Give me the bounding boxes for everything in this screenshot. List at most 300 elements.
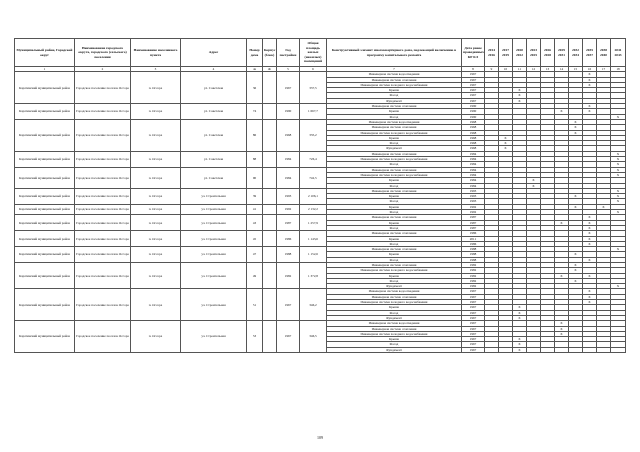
period-mark-cell: X <box>583 236 597 241</box>
house-number-cell: 49 <box>247 262 263 288</box>
prior-repair-date-cell: 1967 <box>462 82 485 87</box>
district-cell: Каратинский муниципальный район <box>15 188 75 204</box>
period-mark-cell: X <box>513 310 527 315</box>
element-cell: Фасад <box>327 183 462 188</box>
house-number-cell: 39 <box>247 188 263 204</box>
prior-repair-date-cell: 1968 <box>462 130 485 135</box>
locality-cell: п. Оссора <box>131 119 181 151</box>
prior-repair-date-cell: 1982 <box>462 284 485 289</box>
element-cell: Фундамент <box>327 315 462 320</box>
element-cell: Крыша <box>327 236 462 241</box>
locality-cell: п. Оссора <box>131 262 181 288</box>
period-mark-cell: X <box>583 82 597 87</box>
block-cell <box>263 104 277 120</box>
element-cell: Крыша <box>327 178 462 183</box>
house-number-cell: 86 <box>247 119 263 151</box>
district-cell: Каратинский муниципальный район <box>15 247 75 263</box>
column-number: 1 <box>15 67 75 72</box>
period-mark-cell: X <box>583 77 597 82</box>
period-mark-cell: X <box>513 342 527 347</box>
element-cell: Фасад <box>327 257 462 262</box>
period-mark-cell <box>611 347 626 352</box>
settlement-cell: Городское поселение поселок Оссора <box>75 167 131 188</box>
period-mark-cell <box>597 347 611 352</box>
header-row <box>15 39 626 67</box>
period-mark-cell <box>569 347 583 352</box>
area-cell: 346,5 <box>300 321 327 353</box>
street-cell: ул. Строительная <box>181 289 247 321</box>
settlement-cell: Городское поселение поселок Оссора <box>75 321 131 353</box>
period-mark-cell: X <box>611 247 626 252</box>
prior-repair-date-cell: 1984 <box>462 151 485 156</box>
element-cell: Инженерная система водоотведения <box>327 119 462 124</box>
period-mark-cell: X <box>583 289 597 294</box>
column-number: 17 <box>597 67 611 72</box>
settlement-cell: Городское поселение поселок Оссора <box>75 104 131 120</box>
column-number: 15 <box>569 67 583 72</box>
prior-repair-date-cell: 1968 <box>462 146 485 151</box>
column-header: 2023 2025 <box>527 39 541 67</box>
column-header: Общая площадь жилых (нежилых) помещений <box>300 39 327 67</box>
period-mark-cell: X <box>569 194 583 199</box>
column-number: 4 <box>181 67 247 72</box>
house-number-cell: 41 <box>247 204 263 215</box>
block-cell <box>263 289 277 321</box>
period-mark-cell: X <box>555 321 569 326</box>
prior-repair-date-cell: 1984 <box>462 178 485 183</box>
period-mark-cell: X <box>597 204 611 209</box>
house-number-cell: 47 <box>247 247 263 263</box>
area-cell: 1 143,6 <box>300 231 327 247</box>
street-cell: ул. Советская <box>181 167 247 188</box>
period-mark-cell: X <box>611 151 626 156</box>
period-mark-cell: X <box>611 199 626 204</box>
block-cell <box>263 231 277 247</box>
year-built-cell: 1984 <box>277 167 300 188</box>
prior-repair-date-cell: 1982 <box>462 273 485 278</box>
element-cell: Инженерная система холодного водоснабжения <box>327 82 462 87</box>
prior-repair-date-cell: 1988 <box>462 252 485 257</box>
element-cell: Крыша <box>327 109 462 114</box>
prior-repair-date-cell: 1967 <box>462 315 485 320</box>
locality-cell: п. Оссора <box>131 289 181 321</box>
column-header: 2029 2031 <box>555 39 569 67</box>
element-cell: Фундамент <box>327 347 462 352</box>
block-cell <box>263 151 277 167</box>
year-built-cell: 1984 <box>277 151 300 167</box>
column-header: 2014 2016 <box>485 39 499 67</box>
prior-repair-date-cell: 1967 <box>462 88 485 93</box>
street-cell: ул. Строительная <box>181 215 247 231</box>
column-header: 2038 2040 <box>597 39 611 67</box>
prior-repair-date-cell: 1993 <box>462 188 485 193</box>
column-header: 2020 2022 <box>513 39 527 67</box>
element-cell: Инженерная система отопления <box>327 104 462 109</box>
prior-repair-date-cell: 1967 <box>462 72 485 77</box>
period-mark-cell: X <box>569 262 583 267</box>
street-cell: ул. Строительная <box>181 262 247 288</box>
column-header: Год постройки <box>277 39 300 67</box>
element-cell: Инженерная система холодного водоснабжения <box>327 130 462 135</box>
prior-repair-date-cell: 1987 <box>462 215 485 220</box>
district-cell: Каратинский муниципальный район <box>15 231 75 247</box>
prior-repair-date-cell: 2011 <box>462 236 485 241</box>
period-mark-cell: X <box>611 284 626 289</box>
period-mark-cell: X <box>513 315 527 320</box>
street-cell: ул. Советская <box>181 119 247 151</box>
element-cell: Фасад <box>327 225 462 230</box>
period-mark-cell: X <box>583 104 597 109</box>
element-cell: Крыша <box>327 194 462 199</box>
element-cell: Крыша <box>327 337 462 342</box>
element-cell: Инженерная система отопления <box>327 262 462 267</box>
settlement-cell: Городское поселение поселок Оссора <box>75 247 131 263</box>
area-cell: 742,5 <box>300 167 327 188</box>
locality-cell: п. Оссора <box>131 104 181 120</box>
period-mark-cell: X <box>583 257 597 262</box>
prior-repair-date-cell: 1984 <box>462 157 485 162</box>
column-number: 2 <box>75 67 131 72</box>
period-mark-cell: X <box>583 273 597 278</box>
period-mark-cell: X <box>499 146 513 151</box>
area-cell: 337,5 <box>300 72 327 104</box>
element-cell: Фасад <box>327 114 462 119</box>
period-mark-cell: X <box>569 268 583 273</box>
prior-repair-date-cell: 1968 <box>462 119 485 124</box>
year-built-cell: 1988 <box>277 247 300 263</box>
period-mark-cell: X <box>583 225 597 230</box>
column-number: 14 <box>555 67 569 72</box>
locality-cell: п. Оссора <box>131 167 181 188</box>
prior-repair-date-cell: 1967 <box>462 321 485 326</box>
street-cell: ул. Строительная <box>181 188 247 204</box>
column-number: 18 <box>611 67 626 72</box>
period-mark-cell: X <box>499 141 513 146</box>
element-cell: Фасад <box>327 162 462 167</box>
prior-repair-date-cell: 1992 <box>462 204 485 209</box>
column-number: 4b <box>263 67 277 72</box>
street-cell: ул. Советская <box>181 72 247 104</box>
period-mark-cell: X <box>569 278 583 283</box>
year-built-cell: 1967 <box>277 321 300 353</box>
district-cell: Каратинский муниципальный район <box>15 167 75 188</box>
settlement-cell: Городское поселение поселок Оссора <box>75 215 131 231</box>
prior-repair-date-cell: 1987 <box>462 220 485 225</box>
district-cell: Каратинский муниципальный район <box>15 215 75 231</box>
element-cell: Инженерная система холодного водоснабжения <box>327 331 462 336</box>
district-cell: Каратинский муниципальный район <box>15 321 75 353</box>
period-mark-cell: X <box>513 98 527 103</box>
prior-repair-date-cell: 1984 <box>462 162 485 167</box>
district-cell: Каратинский муниципальный район <box>15 151 75 167</box>
period-mark-cell: X <box>513 305 527 310</box>
prior-repair-date-cell: 1988 <box>462 257 485 262</box>
street-cell: ул. Строительная <box>181 204 247 215</box>
period-mark-cell: X <box>555 273 569 278</box>
prior-repair-date-cell: 1967 <box>462 347 485 352</box>
house-number-cell: 36 <box>247 72 263 104</box>
period-mark-cell: X <box>569 125 583 130</box>
column-header: Наименование населенного пункта <box>131 39 181 67</box>
period-mark-cell: X <box>583 294 597 299</box>
period-mark-cell: X <box>611 210 626 215</box>
prior-repair-date-cell: 1967 <box>462 331 485 336</box>
column-number: 7 <box>327 67 462 72</box>
period-mark-cell: X <box>611 157 626 162</box>
period-mark-cell <box>583 347 597 352</box>
column-number: 16 <box>583 67 597 72</box>
column-header: Номер дома <box>247 39 263 67</box>
column-number: 13 <box>541 67 555 72</box>
prior-repair-date-cell: 1992 <box>462 210 485 215</box>
period-mark-cell <box>485 347 499 352</box>
period-mark-cell <box>527 347 541 352</box>
column-header: Дата ранее проведенных КР КЭ <box>462 39 485 67</box>
column-header: 2026 2028 <box>541 39 555 67</box>
street-cell: ул. Строительная <box>181 231 247 247</box>
period-mark-cell <box>499 347 513 352</box>
document-page <box>14 38 624 353</box>
block-cell <box>263 72 277 104</box>
table-body <box>15 72 626 353</box>
period-mark-cell: X <box>583 72 597 77</box>
column-header: Муниципальный район, Городской округ <box>15 39 75 67</box>
block-cell <box>263 188 277 204</box>
area-cell: 1 152,6 <box>300 247 327 263</box>
area-cell: 2 132,2 <box>300 204 327 215</box>
element-cell: Инженерная система холодного водоснабжения <box>327 172 462 177</box>
period-mark-cell: X <box>611 114 626 119</box>
element-cell: Инженерная система отопления <box>327 326 462 331</box>
column-number: 10 <box>499 67 513 72</box>
element-cell: Крыша <box>327 88 462 93</box>
block-cell <box>263 262 277 288</box>
district-cell: Каратинский муниципальный район <box>15 204 75 215</box>
street-cell: ул. Строительная <box>181 321 247 353</box>
prior-repair-date-cell: 1967 <box>462 326 485 331</box>
prior-repair-date-cell: 1993 <box>462 194 485 199</box>
house-number-cell: 51 <box>247 289 263 321</box>
prior-repair-date-cell: 1990 <box>462 114 485 119</box>
element-cell: Инженерная система отопления <box>327 231 462 236</box>
element-cell: Фасад <box>327 310 462 315</box>
year-built-cell: 1990 <box>277 104 300 120</box>
period-mark-cell: X <box>611 194 626 199</box>
period-mark-cell: X <box>583 109 597 114</box>
capital-repair-table <box>14 38 626 353</box>
year-built-cell: 1987 <box>277 215 300 231</box>
area-cell: 726,4 <box>300 151 327 167</box>
element-cell: Инженерная система отопления <box>327 151 462 156</box>
element-cell: Фундамент <box>327 146 462 151</box>
area-cell: 335,2 <box>300 119 327 151</box>
prior-repair-date-cell: 1984 <box>462 167 485 172</box>
prior-repair-date-cell: 1967 <box>462 300 485 305</box>
prior-repair-date-cell: 1967 <box>462 305 485 310</box>
column-header: 2017 2019 <box>499 39 513 67</box>
period-mark-cell: X <box>569 119 583 124</box>
element-cell: Инженерная система отопления <box>327 188 462 193</box>
column-number: 3 <box>131 67 181 72</box>
period-mark-cell: X <box>583 241 597 246</box>
prior-repair-date-cell: 1967 <box>462 310 485 315</box>
column-header: 2035 2037 <box>583 39 597 67</box>
element-cell: Инженерная система отопления <box>327 77 462 82</box>
block-cell <box>263 204 277 215</box>
column-number: 12 <box>527 67 541 72</box>
area-cell: 1 257,9 <box>300 215 327 231</box>
period-mark-cell <box>555 347 569 352</box>
element-cell: Фундамент <box>327 284 462 289</box>
settlement-cell: Городское поселение поселок Оссора <box>75 188 131 204</box>
prior-repair-date-cell: 1984 <box>462 172 485 177</box>
prior-repair-date-cell: 1968 <box>462 141 485 146</box>
street-cell: ул. Строительная <box>181 247 247 263</box>
locality-cell: п. Оссора <box>131 72 181 104</box>
period-mark-cell: X <box>527 178 541 183</box>
prior-repair-date-cell: 1967 <box>462 294 485 299</box>
period-mark-cell: X <box>513 347 527 352</box>
district-cell: Каратинский муниципальный район <box>15 262 75 288</box>
element-cell: Крыша <box>327 273 462 278</box>
year-built-cell: 1982 <box>277 262 300 288</box>
element-cell: Фасад <box>327 278 462 283</box>
house-number-cell: 45 <box>247 231 263 247</box>
district-cell: Каратинский муниципальный район <box>15 289 75 321</box>
settlement-cell: Городское поселение поселок Оссора <box>75 151 131 167</box>
prior-repair-date-cell: 1967 <box>462 337 485 342</box>
period-mark-cell: X <box>569 204 583 209</box>
period-mark-cell: X <box>611 162 626 167</box>
element-cell: Инженерная система холодного водоснабжения <box>327 300 462 305</box>
element-cell: Фундамент <box>327 98 462 103</box>
period-mark-cell <box>541 347 555 352</box>
locality-cell: п. Оссора <box>131 188 181 204</box>
column-header: Наименование городского округа, городского (сельского) поселения <box>75 39 131 67</box>
element-cell: Крыша <box>327 135 462 140</box>
element-cell: Инженерная система отопления <box>327 294 462 299</box>
prior-repair-date-cell: 1990 <box>462 109 485 114</box>
prior-repair-date-cell: 1990 <box>462 104 485 109</box>
prior-repair-date-cell: 1987 <box>462 225 485 230</box>
element-cell: Инженерная система отопления <box>327 167 462 172</box>
prior-repair-date-cell: 1967 <box>462 289 485 294</box>
prior-repair-date-cell: 1984 <box>462 183 485 188</box>
column-header: Адрес <box>181 39 247 67</box>
block-cell <box>263 215 277 231</box>
prior-repair-date-cell: 1967 <box>462 98 485 103</box>
page-number: 109 <box>317 435 323 440</box>
prior-repair-date-cell: 1993 <box>462 199 485 204</box>
year-built-cell: 1986 <box>277 231 300 247</box>
locality-cell: п. Оссора <box>131 247 181 263</box>
settlement-cell: Городское поселение поселок Оссора <box>75 119 131 151</box>
period-mark-cell: X <box>513 88 527 93</box>
period-mark-cell: X <box>569 252 583 257</box>
period-mark-cell: X <box>499 135 513 140</box>
column-header: 2041 2043 <box>611 39 626 67</box>
period-mark-cell: X <box>583 300 597 305</box>
period-mark-cell: X <box>513 93 527 98</box>
element-cell: Инженерная система водоотведения <box>327 289 462 294</box>
settlement-cell: Городское поселение поселок Оссора <box>75 262 131 288</box>
element-cell: Фасад <box>327 342 462 347</box>
column-number: 4a <box>247 67 263 72</box>
period-mark-cell: X <box>583 220 597 225</box>
house-number-cell: 43 <box>247 215 263 231</box>
column-header: 2032 2034 <box>569 39 583 67</box>
settlement-cell: Городское поселение поселок Оссора <box>75 204 131 215</box>
prior-repair-date-cell: 1967 <box>462 93 485 98</box>
prior-repair-date-cell: 1982 <box>462 278 485 283</box>
house-number-cell: 90 <box>247 167 263 188</box>
table-header <box>15 39 626 72</box>
element-cell: Инженерная система холодного водоснабжения <box>327 268 462 273</box>
locality-cell: п. Оссора <box>131 151 181 167</box>
element-cell: Фасад <box>327 241 462 246</box>
period-mark-cell: X <box>555 331 569 336</box>
street-cell: ул. Советская <box>181 104 247 120</box>
element-cell: Фасад <box>327 93 462 98</box>
prior-repair-date-cell: 1986 <box>462 241 485 246</box>
period-mark-cell: X <box>555 109 569 114</box>
year-built-cell: 1967 <box>277 72 300 104</box>
element-cell: Инженерная система водоотведения <box>327 72 462 77</box>
locality-cell: п. Оссора <box>131 231 181 247</box>
settlement-cell: Городское поселение поселок Оссора <box>75 289 131 321</box>
period-mark-cell: X <box>513 337 527 342</box>
column-number: 9 <box>485 67 499 72</box>
block-cell <box>263 247 277 263</box>
year-built-cell: 1993 <box>277 188 300 204</box>
area-cell: 2 106,1 <box>300 188 327 204</box>
column-number: 8 <box>462 67 485 72</box>
period-mark-cell: X <box>611 188 626 193</box>
area-cell: 346,2 <box>300 289 327 321</box>
prior-repair-date-cell: 1988 <box>462 247 485 252</box>
column-header: Конструктивный элемент многоквартирного дома, подлежащий включению в программу капитального ремонта <box>327 39 462 67</box>
period-mark-cell: X <box>583 231 597 236</box>
column-header: Корпус (блок) <box>263 39 277 67</box>
house-number-cell: 53 <box>247 321 263 353</box>
house-number-cell: 88 <box>247 151 263 167</box>
prior-repair-date-cell: 1967 <box>462 77 485 82</box>
column-number: 6 <box>300 67 327 72</box>
house-number-cell: 74 <box>247 104 263 120</box>
prior-repair-date-cell: 1986 <box>462 231 485 236</box>
locality-cell: п. Оссора <box>131 204 181 215</box>
area-cell: 1 372,8 <box>300 262 327 288</box>
locality-cell: п. Оссора <box>131 215 181 231</box>
column-number: 11 <box>513 67 527 72</box>
period-mark-cell: X <box>611 167 626 172</box>
element-cell: Крыша <box>327 220 462 225</box>
element-cell: Фасад <box>327 141 462 146</box>
district-cell: Каратинский муниципальный район <box>15 72 75 104</box>
area-cell: 1 667,7 <box>300 104 327 120</box>
year-built-cell: 1992 <box>277 204 300 215</box>
year-built-cell: 1967 <box>277 289 300 321</box>
period-mark-cell: X <box>527 183 541 188</box>
period-mark-cell: X <box>569 130 583 135</box>
element-cell: Инженерная система отопления <box>327 215 462 220</box>
settlement-cell: Городское поселение поселок Оссора <box>75 231 131 247</box>
block-cell <box>263 321 277 353</box>
prior-repair-date-cell: 1982 <box>462 262 485 267</box>
element-cell: Инженерная система отопления <box>327 125 462 130</box>
element-cell: Крыша <box>327 204 462 209</box>
period-mark-cell: X <box>555 326 569 331</box>
